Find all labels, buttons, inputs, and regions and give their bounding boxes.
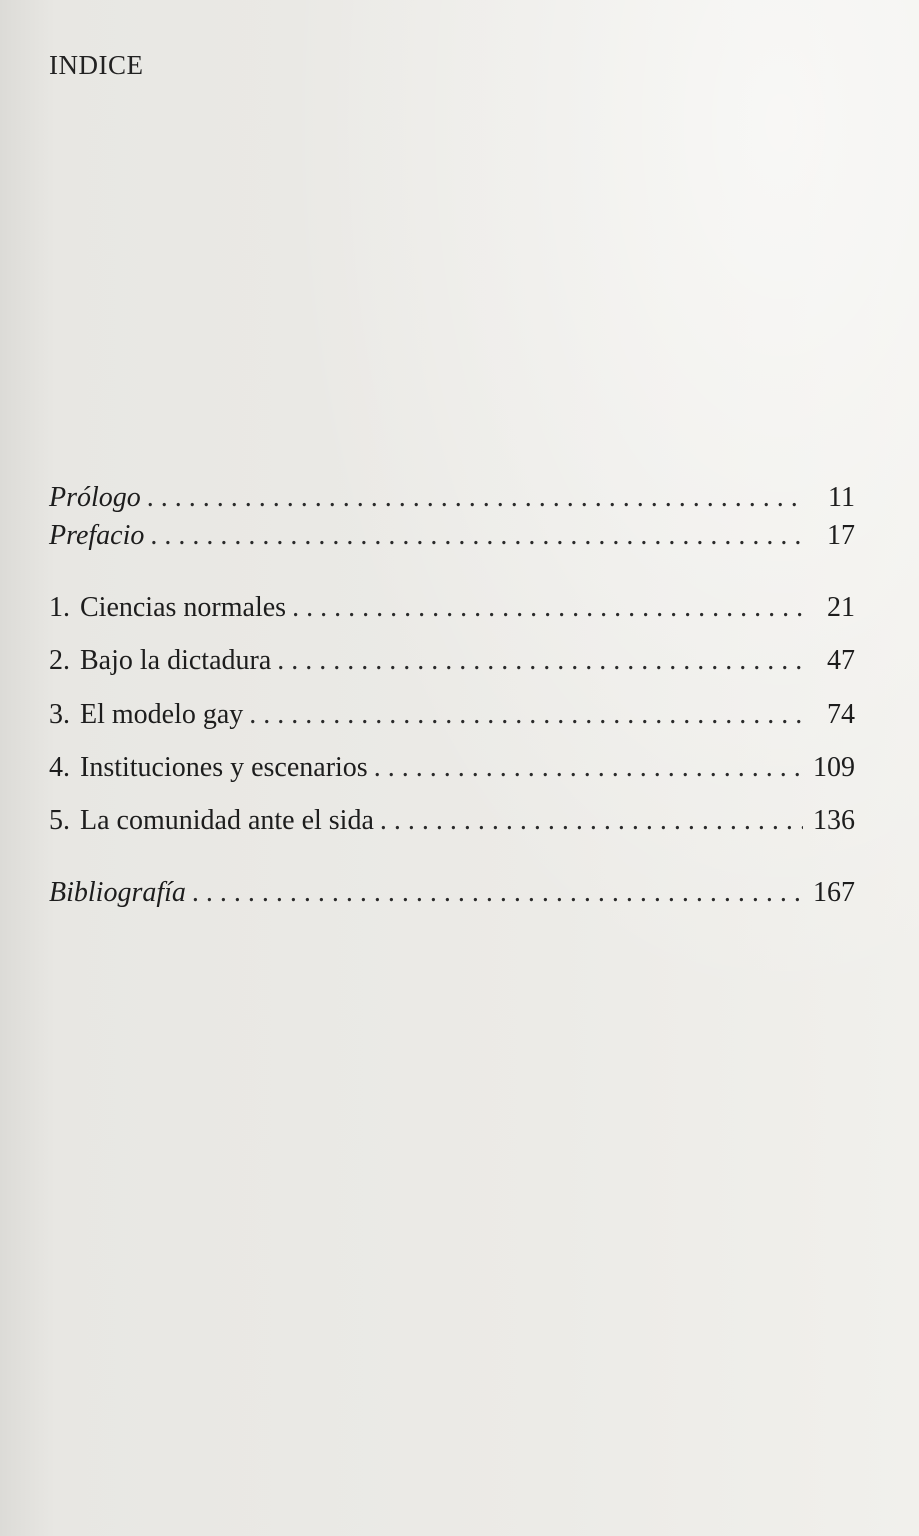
dot-leader	[147, 481, 803, 515]
dot-leader	[150, 519, 803, 553]
toc-entry-chapter-5	[49, 804, 855, 838]
toc-entry-label: Ciencias normales	[80, 592, 287, 623]
toc-entry-page: 21	[827, 592, 855, 623]
dot-leader	[192, 876, 803, 910]
toc-entry-prologo	[49, 481, 855, 515]
chapter-number: 5.	[49, 805, 70, 836]
chapter-number: 4.	[49, 752, 70, 783]
toc-entry-page: 47	[827, 645, 855, 676]
chapter-number: 1.	[49, 592, 70, 623]
toc-entry-label: Instituciones y escenarios	[80, 752, 368, 783]
toc-entry-bibliografia	[49, 876, 855, 910]
toc-entry-label: Prefacio	[49, 520, 145, 551]
toc-entry-chapter-2	[49, 644, 855, 678]
toc-entry-label: El modelo gay	[80, 699, 244, 730]
toc-entry-chapter-1	[49, 591, 855, 625]
toc-entry-chapter-4	[49, 751, 855, 785]
dot-leader	[277, 644, 803, 678]
toc-entry-label: La comunidad ante el sida	[80, 805, 374, 836]
dot-leader	[249, 698, 803, 732]
toc-entry-label: Bibliografía	[49, 877, 186, 908]
toc-entry-page: 74	[827, 699, 855, 730]
toc-entry-page: 109	[813, 752, 855, 783]
toc-entry-page: 17	[827, 520, 855, 551]
chapter-number: 3.	[49, 699, 70, 730]
dot-leader	[292, 591, 803, 625]
toc-entry-label: Bajo la dictadura	[80, 645, 272, 676]
dot-leader	[380, 804, 803, 838]
toc-entry-page: 136	[813, 805, 855, 836]
page-heading: INDICE	[49, 50, 144, 80]
toc-entry-page: 167	[813, 877, 855, 908]
toc-entry-label: Prólogo	[49, 482, 141, 513]
toc-entry-page: 11	[828, 482, 855, 513]
chapter-number: 2.	[49, 645, 70, 676]
toc-entry-chapter-3	[49, 698, 855, 732]
toc-entry-prefacio	[49, 519, 855, 553]
dot-leader	[374, 751, 803, 785]
